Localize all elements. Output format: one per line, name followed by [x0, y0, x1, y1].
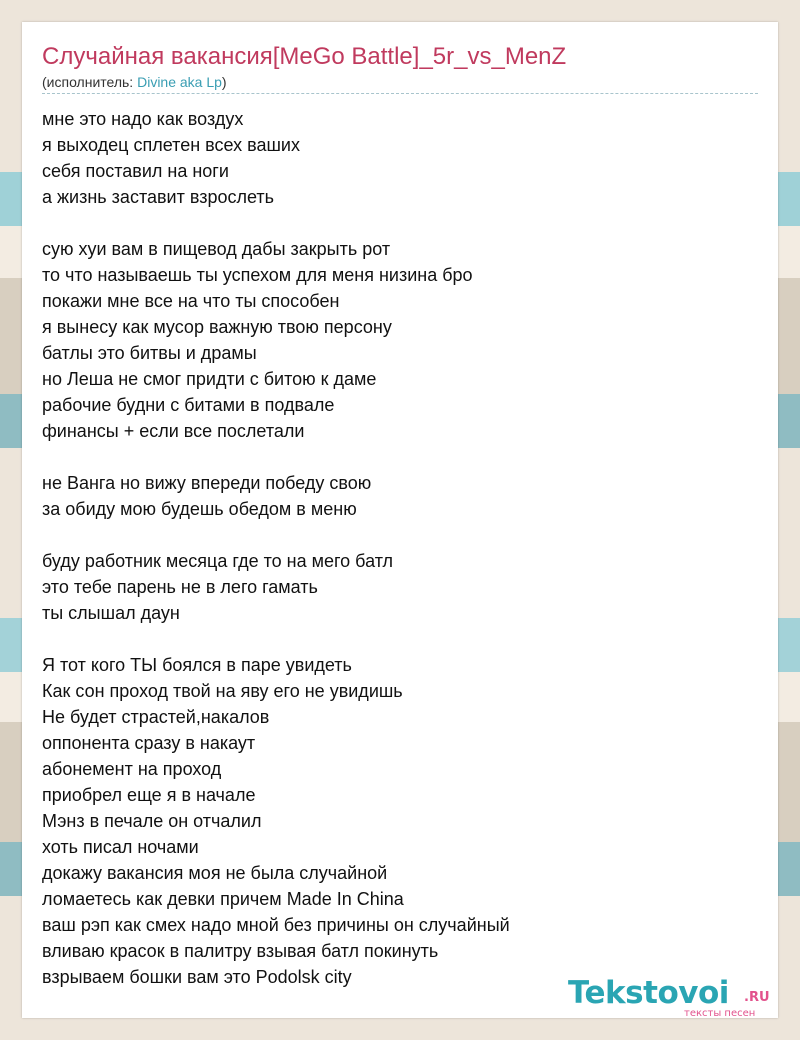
logo-name: Tekstovoi: [568, 975, 729, 1011]
stanza-break: [42, 522, 758, 548]
lyric-line: докажу вакансия моя не была случайной: [42, 863, 388, 883]
lyric-line: я выходец сплетен всех ваших: [42, 135, 300, 155]
artist-line: [42, 73, 227, 91]
title-divider: [42, 93, 758, 94]
lyric-line: мне это надо как воздух: [42, 109, 244, 129]
lyric-line: то что называешь ты успехом для меня низина бро: [42, 265, 473, 285]
stanza-break: [42, 210, 758, 236]
lyric-line: батлы это битвы и драмы: [42, 343, 257, 363]
logo-tld: .RU: [744, 990, 770, 1005]
lyric-line: взрываем бошки вам это Podolsk city: [42, 967, 352, 987]
logo-tagline: тексты песен: [684, 1008, 756, 1019]
lyric-line: вливаю красок в палитру взывая батл покинуть: [42, 941, 439, 961]
lyrics-sheet: [22, 22, 778, 1018]
lyric-line: Мэнз в печале он отчалил: [42, 811, 262, 831]
lyric-line: покажи мне все на что ты способен: [42, 291, 340, 311]
lyric-line: буду работник месяца где то на мего батл: [42, 551, 394, 571]
lyric-line: Как сон проход твой на яву его не увидишь: [42, 681, 403, 701]
lyric-line: приобрел еще я в начале: [42, 785, 256, 805]
lyric-line: хоть писал ночами: [42, 837, 199, 857]
song-title: Случайная вакансия[MeGo Battle]_5r_vs_MenZ: [42, 43, 567, 70]
lyric-line: Не будет страстей,накалов: [42, 707, 270, 727]
artist-suffix: ): [221, 74, 227, 90]
stanza-break: [42, 444, 758, 470]
lyric-line: ломаетесь как девки причем Made In China: [42, 889, 404, 909]
lyric-line: я вынесу как мусор важную твою персону: [42, 317, 392, 337]
lyric-line: абонемент на проход: [42, 759, 222, 779]
lyric-line: финансы + если все послетали: [42, 421, 305, 441]
lyric-line: оппонента сразу в накаут: [42, 733, 256, 753]
lyric-line: ваш рэп как смех надо мной без причины он случайный: [42, 915, 510, 935]
stanza-break: [42, 626, 758, 652]
lyric-line: ты слышал даун: [42, 603, 180, 623]
lyric-line: не Ванга но вижу впереди победу свою: [42, 473, 372, 493]
artist-prefix: (исполнитель:: [42, 74, 138, 90]
lyric-line: Я тот кого ТЫ боялся в паре увидеть: [42, 655, 352, 675]
lyric-line: сую хуи вам в пищевод дабы закрыть рот: [42, 239, 391, 259]
lyric-line: это тебе парень не в лего гамать: [42, 577, 318, 597]
lyric-line: но Леша не смог придти с битою к даме: [42, 369, 377, 389]
lyrics-body: [42, 106, 758, 990]
lyric-line: за обиду мою будешь обедом в меню: [42, 499, 357, 519]
site-logo[interactable]: [568, 974, 774, 1022]
lyric-line: а жизнь заставит взрослеть: [42, 187, 275, 207]
artist-link[interactable]: Divine aka Lp: [137, 74, 222, 90]
lyric-line: рабочие будни с битами в подвале: [42, 395, 335, 415]
lyric-line: себя поставил на ноги: [42, 161, 229, 181]
